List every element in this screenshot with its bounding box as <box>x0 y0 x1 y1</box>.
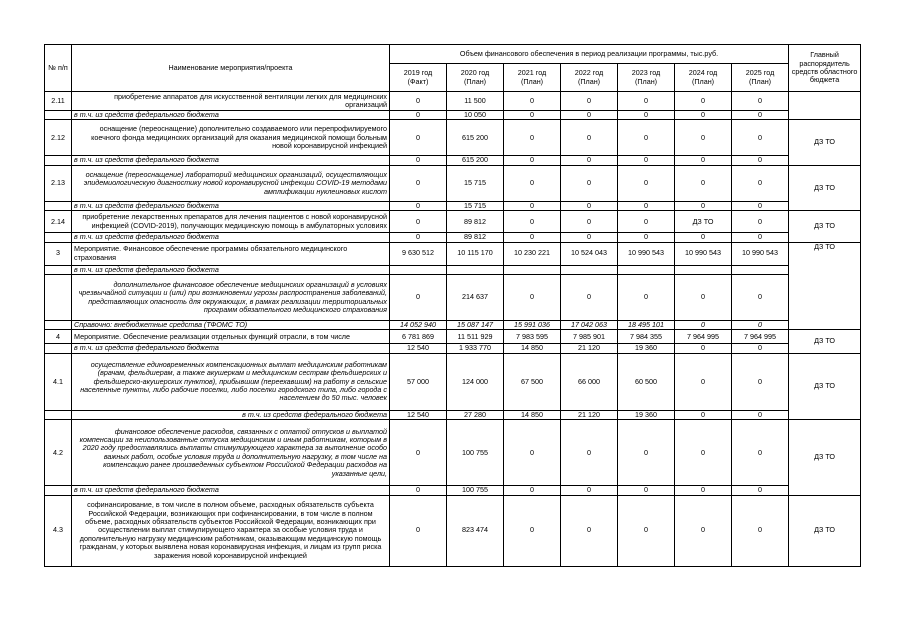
distributor-label: ДЗ ТО <box>814 242 835 251</box>
row-value: 0 <box>732 120 789 156</box>
year-label: 2019 год <box>403 68 433 78</box>
row-name: в т.ч. из средств федерального бюджета <box>72 410 390 419</box>
distributor-label: ДЗ ТО <box>814 336 835 346</box>
row-value: 7 964 995 <box>732 330 789 344</box>
row-value: 0 <box>390 156 447 165</box>
table-row <box>45 495 861 566</box>
row-number <box>45 233 72 242</box>
col-header-year <box>618 64 675 92</box>
row-value: 0 <box>732 211 789 233</box>
row-value: 0 <box>390 495 447 566</box>
year-label: 2024 год <box>688 68 718 78</box>
row-value <box>618 265 675 274</box>
row-value <box>447 265 504 274</box>
row-value: 7 964 995 <box>675 330 732 344</box>
row-name: в т.ч. из средств федерального бюджета <box>72 233 390 242</box>
row-number <box>45 410 72 419</box>
row-value: 12 540 <box>390 344 447 353</box>
year-status: (План) <box>520 76 544 86</box>
row-value: 0 <box>561 92 618 111</box>
row-value: 0 <box>390 120 447 156</box>
budget-table <box>44 44 861 567</box>
row-value: 89 812 <box>447 233 504 242</box>
row-number <box>45 265 72 274</box>
row-name: оснащение (переоснащение) дополнительно создаваемого или перепрофилируемого коечного фонда медицинских организаций для оказания медицинской помощи больным новой коронавирусной инфекцией <box>72 120 390 156</box>
row-number: 2.14 <box>45 211 72 233</box>
row-value: 0 <box>618 495 675 566</box>
row-value: 11 511 929 <box>447 330 504 344</box>
row-value: 17 042 063 <box>561 321 618 330</box>
row-value: 10 990 543 <box>732 242 789 265</box>
year-status: (План) <box>748 76 772 86</box>
table-row <box>45 330 861 344</box>
distributor-cell <box>789 92 861 120</box>
col-header-distributor: Главный распорядитель средств областного бюджета <box>789 45 861 92</box>
row-value: 0 <box>675 275 732 321</box>
row-value: 15 087 147 <box>447 321 504 330</box>
row-value: 0 <box>618 156 675 165</box>
row-value: 0 <box>390 111 447 120</box>
row-value: 89 812 <box>447 211 504 233</box>
row-value: 0 <box>561 165 618 201</box>
row-value: 21 120 <box>561 410 618 419</box>
row-number: 3 <box>45 242 72 265</box>
year-status: (План) <box>463 76 487 86</box>
row-name: в т.ч. из средств федерального бюджета <box>72 486 390 495</box>
table-row <box>45 156 861 165</box>
distributor-label: ДЗ ТО <box>814 525 835 535</box>
row-value: 0 <box>732 410 789 419</box>
row-value: 0 <box>732 233 789 242</box>
distributor-cell <box>789 211 861 242</box>
row-value: 0 <box>732 201 789 210</box>
row-number: 2.13 <box>45 165 72 201</box>
row-value: 0 <box>675 201 732 210</box>
row-value: 10 990 543 <box>618 242 675 265</box>
row-value: 57 000 <box>390 353 447 410</box>
row-value <box>732 265 789 274</box>
col-header-year <box>447 64 504 92</box>
row-value: 0 <box>675 165 732 201</box>
distributor-cell <box>789 120 861 165</box>
table-row <box>45 410 861 419</box>
distributor-cell <box>789 495 861 566</box>
row-value: 0 <box>732 344 789 353</box>
row-value: 60 500 <box>618 353 675 410</box>
row-value: 0 <box>732 156 789 165</box>
year-status: (Факт) <box>407 76 429 86</box>
row-value <box>675 265 732 274</box>
row-value: 0 <box>390 420 447 486</box>
row-name: в т.ч. из средств федерального бюджета <box>72 156 390 165</box>
col-header-volume: Объем финансового обеспечения в период реализации программы, тыс.руб. <box>390 45 789 64</box>
row-value: 0 <box>390 486 447 495</box>
row-value: 0 <box>732 275 789 321</box>
year-status: (План) <box>577 76 601 86</box>
row-value: 0 <box>504 211 561 233</box>
row-value: 15 991 036 <box>504 321 561 330</box>
row-number: 4.1 <box>45 353 72 410</box>
distributor-cell <box>789 242 861 330</box>
year-label: 2020 год <box>460 68 490 78</box>
distributor-cell <box>789 420 861 495</box>
row-value: 0 <box>618 111 675 120</box>
year-label: 2025 год <box>745 68 775 78</box>
row-value: 0 <box>618 486 675 495</box>
table-row <box>45 321 861 330</box>
row-name: осуществление единовременных компенсационных выплат медицинским работникам (врачам, фельдшерам, а также акушеркам и медицинским сестрам фельдшерских и фельдшерско-акушерских пунктов), прибывшим (переехавшим) на работу в сельские населенные пункты, либо рабочие поселки, либо поселки городского типа, либо города с населением до 50 тыс. человек <box>72 353 390 410</box>
row-value: 0 <box>390 201 447 210</box>
row-value: 10 990 543 <box>675 242 732 265</box>
table-row <box>45 211 861 233</box>
row-name: финансовое обеспечение расходов, связанных с оплатой отпусков и выплатой компенсации за неиспользованные отпуска медицинским и иным работникам, которым в 2020 году предоставлялись выплаты стимулирующего характера за выполнение особо важных работ, особые условия труда и дополнительную нагрузку, в том числе на компенсацию ранее произведенных субъектом Российской Федерации расходов на указанные цели, <box>72 420 390 486</box>
row-value: 0 <box>618 165 675 201</box>
row-value: 0 <box>504 420 561 486</box>
row-value: 0 <box>561 120 618 156</box>
row-value: 0 <box>561 111 618 120</box>
row-value: 0 <box>504 92 561 111</box>
row-value: 7 984 355 <box>618 330 675 344</box>
row-value <box>561 265 618 274</box>
distributor-label: ДЗ ТО <box>814 221 835 231</box>
row-value: 823 474 <box>447 495 504 566</box>
row-value <box>504 265 561 274</box>
table-row <box>45 353 861 410</box>
row-value: 0 <box>390 233 447 242</box>
row-value: 615 200 <box>447 156 504 165</box>
table-row <box>45 486 861 495</box>
row-value: 0 <box>561 275 618 321</box>
row-value: 0 <box>504 486 561 495</box>
row-value: 19 360 <box>618 344 675 353</box>
row-value: 615 200 <box>447 120 504 156</box>
row-number <box>45 344 72 353</box>
distributor-label: ДЗ ТО <box>814 452 835 462</box>
row-value: 214 637 <box>447 275 504 321</box>
row-value: 0 <box>732 92 789 111</box>
row-value: 10 050 <box>447 111 504 120</box>
row-number: 2.12 <box>45 120 72 156</box>
row-value: 9 630 512 <box>390 242 447 265</box>
col-header-num: № п/п <box>45 45 72 92</box>
row-value: 15 715 <box>447 201 504 210</box>
row-value: 0 <box>504 275 561 321</box>
row-value: 19 360 <box>618 410 675 419</box>
table-row <box>45 233 861 242</box>
row-value: 0 <box>390 165 447 201</box>
row-value: 0 <box>504 495 561 566</box>
year-label: 2021 год <box>517 68 547 78</box>
table-row <box>45 344 861 353</box>
row-value: 0 <box>561 156 618 165</box>
row-name: оснащение (переоснащение) лабораторий медицинских организаций, осуществляющих эпидемиологическую диагностику новой коронавирусной инфекции COVID-19 методами амплификации нуклеиновых кислот <box>72 165 390 201</box>
table-row <box>45 275 861 321</box>
row-number: 4.2 <box>45 420 72 486</box>
row-value: 0 <box>675 92 732 111</box>
row-name: в т.ч. из средств федерального бюджета <box>72 111 390 120</box>
row-value: 15 715 <box>447 165 504 201</box>
row-value: 0 <box>504 201 561 210</box>
col-header-name: Наименование мероприятия/проекта <box>72 45 390 92</box>
row-value: ДЗ ТО <box>675 211 732 233</box>
row-value: 0 <box>732 486 789 495</box>
budget-table-page <box>44 44 860 567</box>
row-value: 0 <box>732 353 789 410</box>
row-name: приобретение аппаратов для искусственной вентиляции легких для медицинских организаций <box>72 92 390 111</box>
year-status: (План) <box>691 76 715 86</box>
row-value: 14 850 <box>504 410 561 419</box>
row-name: софинансирование, в том числе в полном объеме, расходных обязательств субъекта Российской Федерации, возникающих при софинансировании, в том числе в полном объеме, расходных обязательств субъектов Российской Федерации, возникающих при осуществлении выплат стимулирующего характера за особые условия труда и дополнительную нагрузку медицинским работникам, оказывающим медицинскую помощь гражданам, у которых выявлена новая коронавирусная инфекция, и лицам из групп риска заражения новой коронавирусной инфекцией <box>72 495 390 566</box>
row-value: 0 <box>618 201 675 210</box>
row-value: 0 <box>675 486 732 495</box>
col-header-year <box>732 64 789 92</box>
row-name: в т.ч. из средств федерального бюджета <box>72 265 390 274</box>
row-value: 21 120 <box>561 344 618 353</box>
row-value: 0 <box>675 321 732 330</box>
row-value: 100 755 <box>447 486 504 495</box>
row-value: 10 524 043 <box>561 242 618 265</box>
row-value: 0 <box>618 233 675 242</box>
row-name: Мероприятие. Обеспечение реализации отдельных функций отрасли, в том числе <box>72 330 390 344</box>
distributor-cell <box>789 353 861 419</box>
row-value: 66 000 <box>561 353 618 410</box>
table-row <box>45 165 861 201</box>
row-value: 0 <box>732 111 789 120</box>
row-value: 0 <box>618 120 675 156</box>
row-number <box>45 486 72 495</box>
table-row <box>45 92 861 111</box>
year-label: 2022 год <box>574 68 604 78</box>
distributor-label: ДЗ ТО <box>814 137 835 147</box>
row-name: в т.ч. из средств федерального бюджета <box>72 201 390 210</box>
row-value: 10 115 170 <box>447 242 504 265</box>
row-value: 0 <box>675 156 732 165</box>
row-value: 0 <box>732 420 789 486</box>
row-value: 0 <box>561 201 618 210</box>
col-header-year <box>561 64 618 92</box>
row-value: 0 <box>390 92 447 111</box>
distributor-cell <box>789 165 861 210</box>
row-name: приобретение лекарственных препаратов для лечения пациентов с новой коронавирусной инфекцией (COVID-2019), получающих медицинскую помощь в амбулаторных условиях <box>72 211 390 233</box>
row-value: 0 <box>732 321 789 330</box>
table-row <box>45 242 861 265</box>
row-value: 14 052 940 <box>390 321 447 330</box>
row-value: 0 <box>675 410 732 419</box>
row-name: Справочно: внебюджетные средства (ТФОМС ТО) <box>72 321 390 330</box>
row-value: 0 <box>618 420 675 486</box>
row-value: 0 <box>561 211 618 233</box>
col-header-year <box>675 64 732 92</box>
year-label: 2023 год <box>631 68 661 78</box>
table-row <box>45 120 861 156</box>
row-value: 0 <box>561 420 618 486</box>
row-value: 0 <box>504 233 561 242</box>
row-number <box>45 156 72 165</box>
row-value: 0 <box>618 92 675 111</box>
col-header-year <box>390 64 447 92</box>
year-status: (План) <box>634 76 658 86</box>
row-value: 100 755 <box>447 420 504 486</box>
row-value: 0 <box>675 233 732 242</box>
row-value: 0 <box>675 420 732 486</box>
col-header-year <box>504 64 561 92</box>
row-number <box>45 111 72 120</box>
row-value: 14 850 <box>504 344 561 353</box>
row-value: 18 495 101 <box>618 321 675 330</box>
row-number <box>45 275 72 321</box>
row-value: 0 <box>675 495 732 566</box>
row-number <box>45 201 72 210</box>
row-value: 0 <box>732 165 789 201</box>
row-value: 0 <box>504 156 561 165</box>
row-value: 1 933 770 <box>447 344 504 353</box>
table-row <box>45 111 861 120</box>
row-number: 2.11 <box>45 92 72 111</box>
row-value: 0 <box>504 165 561 201</box>
row-value: 0 <box>618 275 675 321</box>
row-value: 0 <box>504 120 561 156</box>
distributor-label: ДЗ ТО <box>814 182 835 192</box>
distributor-label: ДЗ ТО <box>814 381 835 391</box>
row-value: 6 781 869 <box>390 330 447 344</box>
row-value: 0 <box>675 344 732 353</box>
row-name: Мероприятие. Финансовое обеспечение программы обязательного медицинского страхования <box>72 242 390 265</box>
row-value: 7 985 901 <box>561 330 618 344</box>
row-value: 0 <box>561 233 618 242</box>
row-value: 11 500 <box>447 92 504 111</box>
row-value: 0 <box>390 275 447 321</box>
row-value: 7 983 595 <box>504 330 561 344</box>
distributor-cell <box>789 330 861 353</box>
row-value: 0 <box>390 211 447 233</box>
row-value: 0 <box>561 495 618 566</box>
table-row <box>45 201 861 210</box>
row-value: 0 <box>561 486 618 495</box>
row-value: 10 230 221 <box>504 242 561 265</box>
row-value: 12 540 <box>390 410 447 419</box>
row-value: 0 <box>618 211 675 233</box>
row-value <box>390 265 447 274</box>
row-value: 0 <box>732 495 789 566</box>
row-value: 0 <box>675 111 732 120</box>
row-value: 0 <box>504 111 561 120</box>
table-row <box>45 265 861 274</box>
row-value: 0 <box>675 353 732 410</box>
row-number: 4 <box>45 330 72 344</box>
row-value: 27 280 <box>447 410 504 419</box>
row-name: дополнительное финансовое обеспечение медицинских организаций в условиях чрезвычайной ситуации и (или) при возникновении угрозы распространения заболеваний, представляющих опасность для окружающих, в рамках реализации территориальных программ обязательного медицинского страхования <box>72 275 390 321</box>
row-name: в т.ч. из средств федерального бюджета <box>72 344 390 353</box>
row-number: 4.3 <box>45 495 72 566</box>
table-row <box>45 420 861 486</box>
row-number <box>45 321 72 330</box>
row-value: 0 <box>675 120 732 156</box>
row-value: 124 000 <box>447 353 504 410</box>
row-value: 67 500 <box>504 353 561 410</box>
